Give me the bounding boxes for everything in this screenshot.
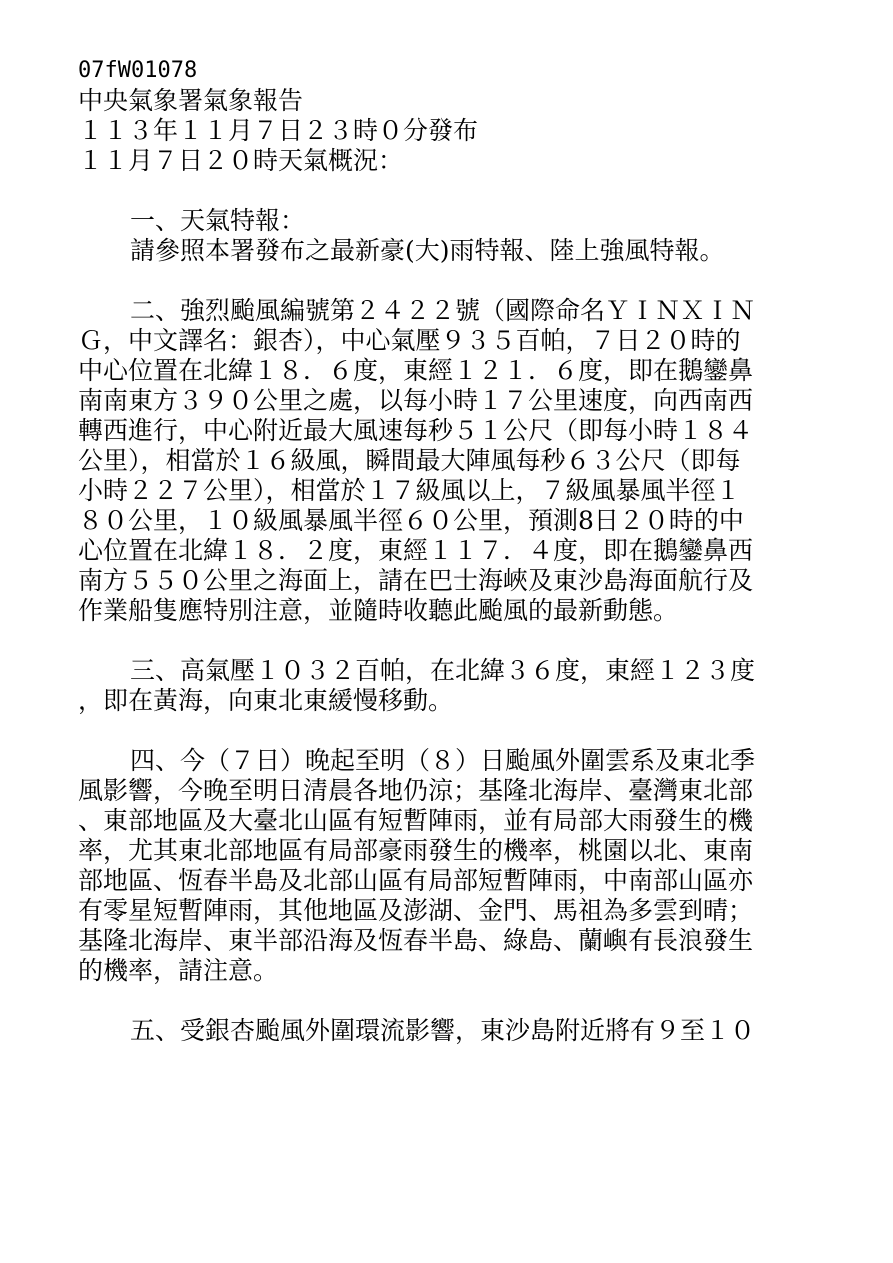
section-line: 中心位置在北緯１８．６度，東經１２１．６度，即在鵝鑾鼻 [78,356,754,385]
spacer [78,266,808,296]
section-line: 小時２２７公里），相當於１７級風以上，７級風暴風半徑１ [78,476,741,505]
section-line: 二、強烈颱風編號第２４２２號（國際命名ＹＩＮＸＩＮ [130,296,756,325]
section-forecast [78,746,808,986]
section-heading: 一、天氣特報： [130,206,306,235]
section-line: 三、高氣壓１０３２百帕，在北緯３６度，東經１２３度 [130,656,756,685]
overview-title: １１月７日２０時天氣概況： [78,146,404,175]
spacer [78,716,808,746]
document-id: 07fW01078 [78,58,198,83]
weather-report-page [78,56,808,1046]
section-line: 四、今（７日）晚起至明（８）日颱風外圍雲系及東北季 [130,746,756,775]
section-line: 風影響，今晚至明日清晨各地仍涼；基隆北海岸、臺灣東北部 [78,776,754,805]
section-dongsha [78,1016,808,1046]
section-line: Ｇ，中文譯名：銀杏），中心氣壓９３５百帕，７日２０時的 [78,326,741,355]
section-line: 轉西進行，中心附近最大風速每秒５１公尺（即每小時１８４ [78,416,754,445]
section-line: 公里），相當於１６級風，瞬間最大陣風每秒６３公尺（即每 [78,446,741,475]
section-line: 作業船隻應特別注意，並隨時收聽此颱風的最新動態。 [78,596,679,625]
issue-time: １１３年１１月７日２３時０分發布 [78,116,479,145]
section-line: 有零星短暫陣雨，其他地區及澎湖、金門、馬祖為多雲到晴； [78,896,754,925]
spacer [78,986,808,1016]
section-line: 南南東方３９０公里之處，以每小時１７公里速度，向西南西 [78,386,754,415]
section-line: 部地區、恆春半島及北部山區有局部短暫陣雨，中南部山區亦 [78,866,754,895]
spacer [78,176,808,206]
section-line: 請參照本署發布之最新豪(大)雨特報、陸上強風特報。 [130,236,725,265]
section-typhoon [78,296,808,626]
section-line: 率，尤其東北部地區有局部豪雨發生的機率，桃園以北、東南 [78,836,754,865]
section-line: ，即在黃海，向東北東緩慢移動。 [78,686,454,715]
agency-title: 中央氣象署氣象報告 [78,86,304,115]
section-line: 心位置在北緯１８．２度，東經１１７．４度，即在鵝鑾鼻西 [78,536,754,565]
section-line: 南方５５０公里之海面上，請在巴士海峽及東沙島海面航行及 [78,566,754,595]
section-high-pressure [78,656,808,716]
section-line: 基隆北海岸、東半部沿海及恆春半島、綠島、蘭嶼有長浪發生 [78,926,754,955]
section-special-warning [78,206,808,266]
spacer [78,626,808,656]
section-line: 、東部地區及大臺北山區有短暫陣雨，並有局部大雨發生的機 [78,806,754,835]
section-line: 五、受銀杏颱風外圍環流影響，東沙島附近將有９至１０ [130,1016,756,1045]
section-line: 的機率，請注意。 [78,956,279,985]
section-line: ８０公里，１０級風暴風半徑６０公里，預測8日２０時的中 [78,506,744,535]
